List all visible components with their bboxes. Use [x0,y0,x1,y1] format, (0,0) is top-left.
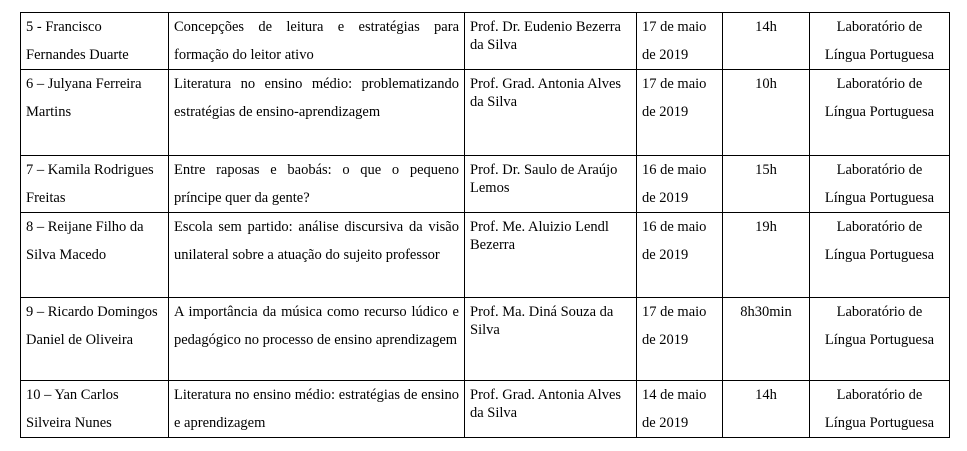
table-row [21,381,950,438]
student-cell: 5 - Francisco Fernandes Duarte [21,13,169,70]
place-cell: Laboratório de Língua Portuguesa [810,156,950,213]
table-row [21,213,950,298]
professor-cell: Prof. Ma. Diná Souza da Silva [465,298,637,381]
professor-cell: Prof. Me. Aluizio Lendl Bezerra [465,213,637,298]
place-cell: Laboratório de Língua Portuguesa [810,13,950,70]
student-cell: 8 – Reijane Filho da Silva Macedo [21,213,169,298]
title-cell: Literatura no ensino médio: estratégias de ensino e aprendizagem [169,381,465,438]
time-cell: 14h [723,381,810,438]
professor-cell: Prof. Grad. Antonia Alves da Silva [465,70,637,156]
place-cell: Laboratório de Língua Portuguesa [810,298,950,381]
time-cell: 14h [723,13,810,70]
title-cell: Concepções de leitura e estratégias para formação do leitor ativo [169,13,465,70]
table-row [21,156,950,213]
title-cell: A importância da música como recurso lúdico e pedagógico no processo de ensino aprendizagem [169,298,465,381]
date-cell: 16 de maio de 2019 [637,213,723,298]
student-cell: 7 – Kamila Rodrigues Freitas [21,156,169,213]
title-cell: Escola sem partido: análise discursiva da visão unilateral sobre a atuação do sujeito professor [169,213,465,298]
date-cell: 16 de maio de 2019 [637,156,723,213]
date-cell: 17 de maio de 2019 [637,13,723,70]
student-cell: 6 – Julyana Ferreira Martins [21,70,169,156]
time-cell: 15h [723,156,810,213]
student-cell: 10 – Yan Carlos Silveira Nunes [21,381,169,438]
time-cell: 19h [723,213,810,298]
place-cell: Laboratório de Língua Portuguesa [810,70,950,156]
title-cell: Entre raposas e baobás: o que o pequeno príncipe quer da gente? [169,156,465,213]
time-cell: 10h [723,70,810,156]
date-cell: 17 de maio de 2019 [637,70,723,156]
date-cell: 17 de maio de 2019 [637,298,723,381]
title-cell: Literatura no ensino médio: problematizando estratégias de ensino-aprendizagem [169,70,465,156]
date-cell: 14 de maio de 2019 [637,381,723,438]
professor-cell: Prof. Dr. Eudenio Bezerra da Silva [465,13,637,70]
professor-cell: Prof. Grad. Antonia Alves da Silva [465,381,637,438]
place-cell: Laboratório de Língua Portuguesa [810,213,950,298]
schedule-table [20,12,950,438]
place-cell: Laboratório de Língua Portuguesa [810,381,950,438]
professor-cell: Prof. Dr. Saulo de Araújo Lemos [465,156,637,213]
table-row [21,298,950,381]
table-row [21,70,950,156]
table-row [21,13,950,70]
time-cell: 8h30min [723,298,810,381]
student-cell: 9 – Ricardo Domingos Daniel de Oliveira [21,298,169,381]
